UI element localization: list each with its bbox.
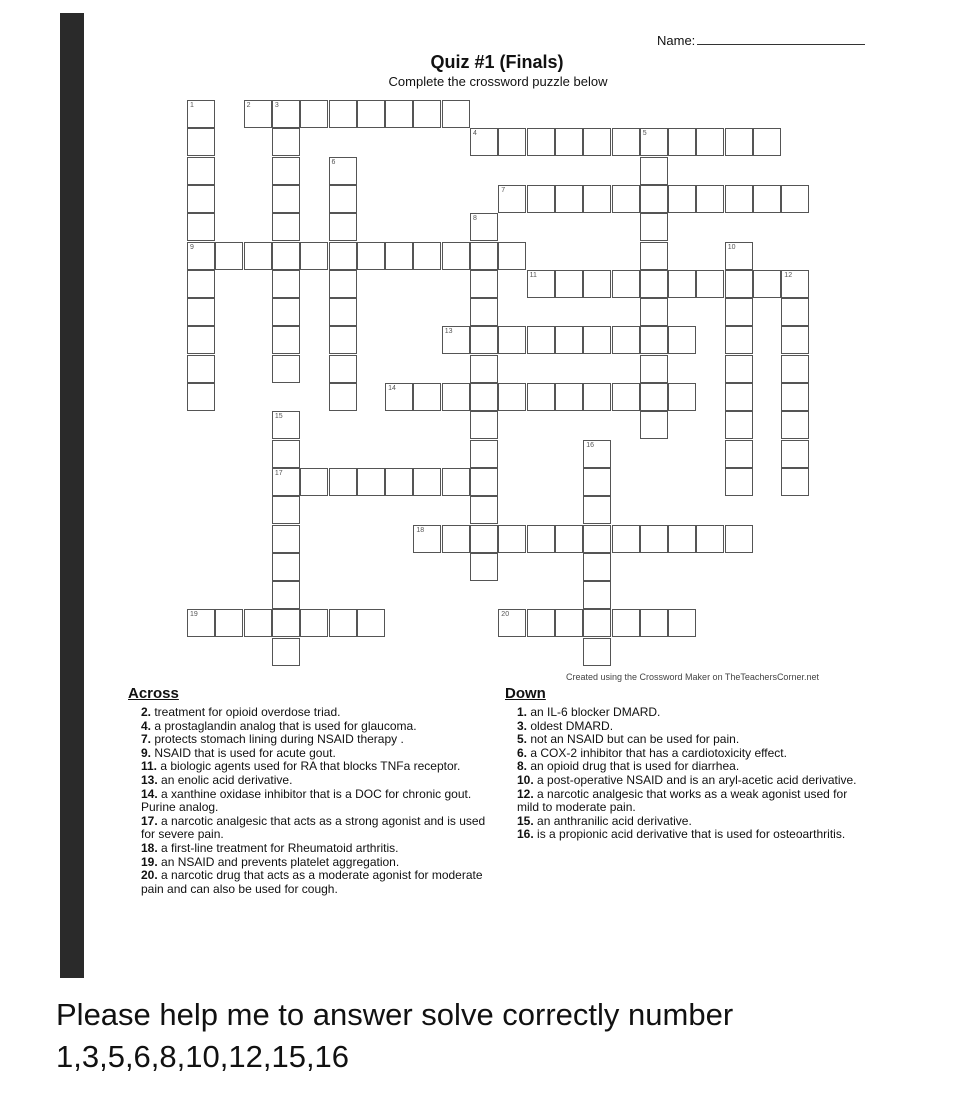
crossword-cell[interactable] <box>527 326 555 354</box>
crossword-cell[interactable] <box>668 270 696 298</box>
crossword-cell[interactable] <box>640 525 668 553</box>
crossword-cell[interactable] <box>527 128 555 156</box>
crossword-cell[interactable] <box>470 440 498 468</box>
crossword-cell[interactable] <box>470 468 498 496</box>
crossword-cell[interactable] <box>640 326 668 354</box>
crossword-cell[interactable] <box>725 440 753 468</box>
crossword-cell[interactable] <box>187 242 215 270</box>
crossword-cell[interactable] <box>612 270 640 298</box>
crossword-cell[interactable] <box>612 609 640 637</box>
across-clue: 7. protects stomach lining during NSAID therapy . <box>141 732 404 747</box>
crossword-cell[interactable] <box>385 383 413 411</box>
clue-number: 7 <box>501 186 506 194</box>
crossword-cell[interactable] <box>470 326 498 354</box>
crossword-cell[interactable] <box>498 609 526 637</box>
crossword-cell[interactable] <box>725 128 753 156</box>
crossword-cell[interactable] <box>527 185 555 213</box>
crossword-cell[interactable] <box>272 638 300 666</box>
crossword-cell[interactable] <box>272 609 300 637</box>
crossword-cell[interactable] <box>668 609 696 637</box>
clue-number: 8 <box>473 215 477 223</box>
crossword-cell[interactable] <box>272 581 300 609</box>
crossword-cell[interactable] <box>527 609 555 637</box>
crossword-cell[interactable] <box>583 440 611 468</box>
crossword-cell[interactable] <box>555 383 583 411</box>
crossword-cell[interactable] <box>413 383 441 411</box>
crossword-cell[interactable] <box>442 383 470 411</box>
crossword-cell[interactable] <box>640 185 668 213</box>
name-label: Name: <box>657 33 696 48</box>
down-clue: 1. an IL-6 blocker DMARD. <box>517 705 661 719</box>
credit-line: Created using the Crossword Maker on TheTeachersCorner.net <box>566 672 819 682</box>
crossword-cell[interactable] <box>329 157 357 185</box>
clue-number: 2 <box>246 102 251 109</box>
crossword-cell[interactable] <box>357 468 385 496</box>
crossword-cell[interactable] <box>725 411 753 439</box>
across-clue: 2. treatment for opioid overdose triad. <box>141 705 341 719</box>
crossword-cell[interactable] <box>555 270 583 298</box>
down-clue: 6. a COX-2 inhibitor that has a cardiotoxicity effect. <box>517 745 787 760</box>
crossword-cell[interactable] <box>442 100 470 128</box>
across-clue: 20. a narcotic drug that acts as a moderate agonist for moderate pain and can also be used for cough. <box>141 868 483 896</box>
crossword-cell[interactable] <box>725 383 753 411</box>
crossword-cell[interactable] <box>725 525 753 553</box>
crossword-cell[interactable] <box>272 242 300 270</box>
crossword-cell[interactable] <box>498 525 526 553</box>
crossword-cell[interactable] <box>583 270 611 298</box>
crossword-cell[interactable] <box>612 128 640 156</box>
crossword-cell[interactable] <box>725 185 753 213</box>
crossword-cell[interactable] <box>272 157 300 185</box>
crossword-cell[interactable] <box>781 185 809 213</box>
crossword-cell[interactable] <box>781 355 809 383</box>
crossword-cell[interactable] <box>244 100 272 128</box>
crossword-cell[interactable] <box>640 298 668 326</box>
crossword-cell[interactable] <box>583 525 611 553</box>
crossword-cell[interactable] <box>187 609 215 637</box>
crossword-cell[interactable] <box>640 355 668 383</box>
clue-number: 3 <box>274 102 279 109</box>
crossword-cell[interactable] <box>781 326 809 354</box>
crossword-cell[interactable] <box>668 185 696 213</box>
across-clue: 19. an NSAID and prevents platelet aggregation. <box>141 854 400 869</box>
crossword-cell[interactable] <box>612 185 640 213</box>
crossword-cell[interactable] <box>215 242 243 270</box>
crossword-cell[interactable] <box>498 383 526 411</box>
crossword-cell[interactable] <box>527 525 555 553</box>
crossword-cell[interactable] <box>781 383 809 411</box>
crossword-cell[interactable] <box>272 128 300 156</box>
page-subtitle: Complete the crossword puzzle below <box>388 74 608 89</box>
crossword-cell[interactable] <box>668 525 696 553</box>
crossword-cell[interactable] <box>244 242 272 270</box>
crossword-cell[interactable] <box>329 185 357 213</box>
crossword-cell[interactable] <box>272 213 300 241</box>
crossword-cell[interactable] <box>357 100 385 128</box>
crossword-cell[interactable] <box>187 157 215 185</box>
crossword-cell[interactable] <box>583 496 611 524</box>
crossword-cell[interactable] <box>329 270 357 298</box>
across-clue: 17. a narcotic analgesic that acts as a strong agonist and is used for severe pain. <box>141 813 486 842</box>
crossword-cell[interactable] <box>442 468 470 496</box>
crossword-cell[interactable] <box>215 609 243 637</box>
clue-number: 9 <box>190 243 194 251</box>
crossword-cell[interactable] <box>640 270 668 298</box>
clue-number: 17 <box>274 469 283 477</box>
crossword-cell[interactable] <box>187 326 215 354</box>
down-clue: 8. an opioid drug that is used for diarrhea. <box>517 759 740 774</box>
down-clue: 10. a post-operative NSAID and is an aryl-acetic acid derivative. <box>517 772 857 787</box>
crossword-cell[interactable] <box>413 242 441 270</box>
crossword-cell[interactable] <box>640 383 668 411</box>
crossword-cell[interactable] <box>640 128 668 156</box>
across-clue: 18. a first-line treatment for Rheumatoid arthritis. <box>141 840 399 855</box>
crossword-cell[interactable] <box>753 185 781 213</box>
crossword-cell[interactable] <box>781 270 809 298</box>
across-clue: 4. a prostaglandin analog that is used for glaucoma. <box>141 718 417 733</box>
crossword-cell[interactable] <box>470 355 498 383</box>
crossword-cell[interactable] <box>612 525 640 553</box>
crossword-cell[interactable] <box>470 242 498 270</box>
crossword-cell[interactable] <box>668 128 696 156</box>
question-text: Please help me to answer solve correctly number 1,3,5,6,8,10,12,15,16 <box>56 997 734 1074</box>
crossword-cell[interactable] <box>527 383 555 411</box>
crossword-cell[interactable] <box>329 383 357 411</box>
crossword-cell[interactable] <box>187 100 215 128</box>
crossword-cell[interactable] <box>725 355 753 383</box>
crossword-cell[interactable] <box>640 242 668 270</box>
crossword-cell[interactable] <box>300 242 328 270</box>
crossword-cell[interactable] <box>498 185 526 213</box>
across-clue: 13. an enolic acid derivative. <box>141 772 293 787</box>
crossword-cell[interactable] <box>555 609 583 637</box>
crossword-cell[interactable] <box>470 383 498 411</box>
crossword-cell[interactable] <box>357 609 385 637</box>
clue-number: 6 <box>331 158 336 166</box>
crossword-cell[interactable] <box>300 468 328 496</box>
crossword-cell[interactable] <box>244 609 272 637</box>
crossword-cell[interactable] <box>187 185 215 213</box>
crossword-cell[interactable] <box>640 411 668 439</box>
crossword-cell[interactable] <box>187 128 215 156</box>
crossword-cell[interactable] <box>442 242 470 270</box>
crossword-cell[interactable] <box>187 298 215 326</box>
crossword-cell[interactable] <box>668 326 696 354</box>
crossword-cell[interactable] <box>385 242 413 270</box>
crossword-cell[interactable] <box>555 185 583 213</box>
crossword-cell[interactable] <box>583 581 611 609</box>
crossword-cell[interactable] <box>583 128 611 156</box>
crossword-cell[interactable] <box>555 326 583 354</box>
down-clue-list <box>517 706 872 842</box>
crossword-cell[interactable] <box>640 157 668 185</box>
clue-number: 13 <box>444 328 453 336</box>
crossword-cell[interactable] <box>470 128 498 156</box>
crossword-cell[interactable] <box>470 213 498 241</box>
crossword-cell[interactable] <box>272 326 300 354</box>
crossword-cell[interactable] <box>329 355 357 383</box>
crossword-cell[interactable] <box>272 298 300 326</box>
clue-number: 16 <box>586 441 594 449</box>
clue-number: 20 <box>501 611 510 619</box>
crossword-cell[interactable] <box>272 355 300 383</box>
crossword-cell[interactable] <box>413 525 441 553</box>
crossword-cell[interactable] <box>442 525 470 553</box>
crossword-cell[interactable] <box>329 213 357 241</box>
crossword-cell[interactable] <box>272 270 300 298</box>
crossword-cell[interactable] <box>725 270 753 298</box>
crossword-cell[interactable] <box>781 298 809 326</box>
crossword-cell[interactable] <box>329 326 357 354</box>
crossword-cell[interactable] <box>470 270 498 298</box>
crossword-cell[interactable] <box>329 609 357 637</box>
crossword-cell[interactable] <box>300 609 328 637</box>
across-heading: Across <box>128 685 179 702</box>
down-clue: 3. oldest DMARD. <box>517 718 614 733</box>
crossword-cell[interactable] <box>696 185 724 213</box>
crossword-cell[interactable] <box>187 270 215 298</box>
crossword-cell[interactable] <box>187 383 215 411</box>
crossword-cell[interactable] <box>385 468 413 496</box>
crossword-cell[interactable] <box>470 525 498 553</box>
crossword-cell[interactable] <box>385 100 413 128</box>
crossword-cell[interactable] <box>753 270 781 298</box>
page-title: Quiz #1 (Finals) <box>430 52 564 72</box>
down-clue: 12. a narcotic analgesic that works as a weak agonist used for mild to moderate pain. <box>517 786 848 815</box>
crossword-cell[interactable] <box>498 128 526 156</box>
crossword-cell[interactable] <box>272 411 300 439</box>
crossword-cell[interactable] <box>583 383 611 411</box>
crossword-cell[interactable] <box>583 185 611 213</box>
crossword-cell[interactable] <box>329 100 357 128</box>
crossword-cell[interactable] <box>725 468 753 496</box>
crossword-cell[interactable] <box>583 638 611 666</box>
crossword-cell[interactable] <box>272 440 300 468</box>
crossword-cell[interactable] <box>612 326 640 354</box>
across-clue-list <box>141 706 493 896</box>
crossword-cell[interactable] <box>187 355 215 383</box>
crossword-cell[interactable] <box>555 525 583 553</box>
crossword-cell[interactable] <box>329 242 357 270</box>
crossword-cell[interactable] <box>498 326 526 354</box>
clue-number: 11 <box>529 271 537 279</box>
crossword-cell[interactable] <box>442 326 470 354</box>
crossword-cell[interactable] <box>753 128 781 156</box>
clue-number: 1 <box>190 102 194 109</box>
crossword-cell[interactable] <box>583 553 611 581</box>
crossword-cell[interactable] <box>329 298 357 326</box>
crossword-cell[interactable] <box>470 496 498 524</box>
across-clue: 14. a xanthine oxidase inhibitor that is a DOC for chronic gout. Purine analog. <box>141 786 472 815</box>
clue-number: 12 <box>784 271 793 279</box>
crossword-cell[interactable] <box>272 468 300 496</box>
across-clue: 11. a biologic agents used for RA that blocks TNFa receptor. <box>141 759 461 774</box>
clue-number: 19 <box>190 611 198 619</box>
down-clue: 16. is a propionic acid derivative that is used for osteoarthritis. <box>517 827 846 842</box>
down-clue: 15. an anthranilic acid derivative. <box>517 813 692 828</box>
crossword-cell[interactable] <box>725 326 753 354</box>
crossword-cell[interactable] <box>272 100 300 128</box>
crossword-cell[interactable] <box>272 185 300 213</box>
across-clue: 9. NSAID that is used for acute gout. <box>141 745 336 760</box>
crossword-cell[interactable] <box>781 468 809 496</box>
clue-number: 5 <box>642 130 647 138</box>
crossword-cell[interactable] <box>470 298 498 326</box>
crossword-cell[interactable] <box>470 411 498 439</box>
crossword-cell[interactable] <box>555 128 583 156</box>
down-heading: Down <box>505 685 546 702</box>
crossword-cell[interactable] <box>272 553 300 581</box>
crossword-cell[interactable] <box>583 326 611 354</box>
crossword-cell[interactable] <box>781 411 809 439</box>
crossword-cell[interactable] <box>329 468 357 496</box>
crossword-cell[interactable] <box>640 213 668 241</box>
crossword-cell[interactable] <box>696 270 724 298</box>
crossword-cell[interactable] <box>583 609 611 637</box>
crossword-cell[interactable] <box>527 270 555 298</box>
crossword-cell[interactable] <box>413 100 441 128</box>
crossword-cell[interactable] <box>696 525 724 553</box>
down-clue: 5. not an NSAID but can be used for pain. <box>517 732 740 747</box>
crossword-cell[interactable] <box>413 468 441 496</box>
crossword-cell[interactable] <box>272 525 300 553</box>
crossword-cell[interactable] <box>781 440 809 468</box>
crossword-cell[interactable] <box>725 298 753 326</box>
crossword-cell[interactable] <box>640 609 668 637</box>
crossword-cell[interactable] <box>583 468 611 496</box>
crossword-cell[interactable] <box>725 242 753 270</box>
crossword-cell[interactable] <box>272 496 300 524</box>
crossword-cell[interactable] <box>470 553 498 581</box>
crossword-cell[interactable] <box>668 383 696 411</box>
crossword-cell[interactable] <box>696 128 724 156</box>
clue-number: 15 <box>274 413 283 421</box>
crossword-cell[interactable] <box>498 242 526 270</box>
crossword-cell[interactable] <box>357 242 385 270</box>
clue-number: 4 <box>473 130 477 138</box>
clue-number: 18 <box>416 526 425 534</box>
crossword-cell[interactable] <box>612 383 640 411</box>
clue-number: 10 <box>727 243 736 251</box>
clue-number: 14 <box>388 385 396 392</box>
crossword-cell[interactable] <box>187 213 215 241</box>
crossword-cell[interactable] <box>300 100 328 128</box>
